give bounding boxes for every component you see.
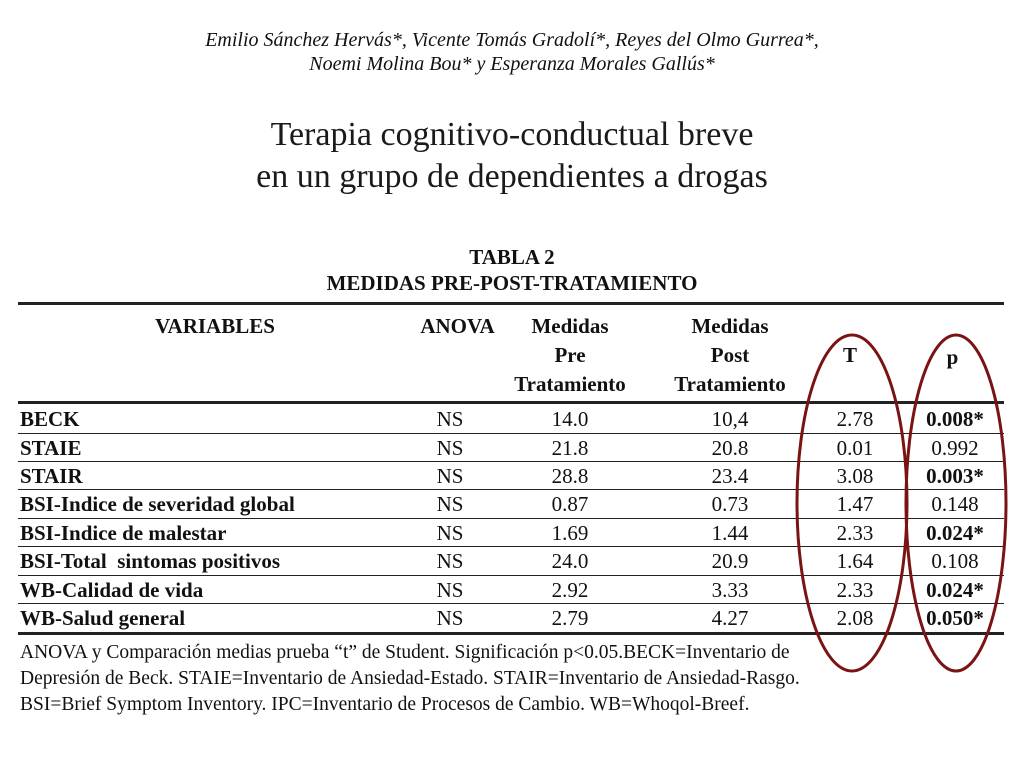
row-pre: 21.8 (551, 436, 589, 460)
row-p: 0.992 (931, 436, 979, 460)
article-title-line-1: Terapia cognitivo-conductual breve (270, 116, 754, 153)
row-p: 0.108 (931, 549, 979, 573)
row-post: 20.9 (711, 549, 749, 573)
header-pre-line-1: Medidas (531, 314, 609, 338)
row-post: 23.4 (711, 464, 749, 488)
row-anova: NS (436, 464, 464, 488)
row-anova: NS (436, 492, 464, 516)
row-variable: BSI-Indice de severidad global (20, 492, 295, 516)
row-variable: BECK (20, 407, 80, 431)
header-anova: ANOVA (420, 314, 495, 338)
row-pre: 2.92 (551, 578, 589, 602)
row-p: 0.003* (926, 464, 984, 488)
p-column-highlight-ellipse (906, 335, 1006, 671)
row-pre: 1.69 (551, 521, 589, 545)
row-post: 1.44 (711, 521, 749, 545)
row-variable: STAIR (20, 464, 83, 488)
row-t: 2.33 (836, 578, 874, 602)
row-pre: 24.0 (551, 549, 589, 573)
row-anova: NS (436, 521, 464, 545)
header-variables: VARIABLES (155, 314, 275, 338)
row-anova: NS (436, 407, 464, 431)
row-variable: BSI-Indice de malestar (20, 521, 227, 545)
header-post-line-3: Tratamiento (674, 372, 786, 396)
row-p: 0.008* (926, 407, 984, 431)
row-anova: NS (436, 549, 464, 573)
row-post: 10,4 (711, 407, 749, 431)
table-title-line-2: MEDIDAS PRE-POST-TRATAMIENTO (326, 271, 698, 295)
row-t: 1.47 (836, 492, 874, 516)
header-pre-line-2: Pre (554, 343, 586, 367)
row-p: 0.024* (926, 578, 984, 602)
t-column-highlight-ellipse (797, 335, 907, 671)
row-pre: 28.8 (551, 464, 589, 488)
authors-line-2: Noemi Molina Bou* y Esperanza Morales Gallús* (309, 53, 715, 75)
row-t: 2.33 (836, 521, 874, 545)
footnote-line-1: ANOVA y Comparación medias prueba “t” de Student. Significación p<0.05.BECK=Inventario de (20, 642, 790, 663)
row-pre: 14.0 (551, 407, 589, 431)
authors-line-1: Emilio Sánchez Hervás*, Vicente Tomás Gradolí*, Reyes del Olmo Gurrea*, (205, 29, 819, 51)
row-pre: 2.79 (551, 606, 589, 630)
footnote-line-2: Depresión de Beck. STAIE=Inventario de Ansiedad-Estado. STAIR=Inventario de Ansiedad-Rasgo. (20, 668, 800, 689)
article-title-line-2: en un grupo de dependientes a drogas (256, 158, 768, 195)
row-post: 3.33 (711, 578, 749, 602)
row-variable: BSI-Total sintomas positivos (20, 549, 281, 573)
row-t: 2.78 (836, 407, 874, 431)
row-t: 0.01 (836, 436, 874, 460)
row-anova: NS (436, 606, 464, 630)
row-pre: 0.87 (551, 492, 589, 516)
row-post: 0.73 (711, 492, 749, 516)
row-t: 2.08 (836, 606, 874, 630)
row-p: 0.024* (926, 521, 984, 545)
row-post: 4.27 (711, 606, 749, 630)
row-post: 20.8 (711, 436, 749, 460)
row-anova: NS (436, 436, 464, 460)
footnote-line-3: BSI=Brief Symptom Inventory. IPC=Inventario de Procesos de Cambio. WB=Whoqol-Breef. (20, 694, 750, 715)
row-t: 3.08 (836, 464, 874, 488)
header-t: T (842, 343, 857, 367)
row-p: 0.050* (926, 606, 984, 630)
row-variable: WB-Salud general (20, 606, 186, 630)
header-post-line-1: Medidas (691, 314, 769, 338)
header-p: p (946, 345, 959, 369)
table-title-line-1: TABLA 2 (469, 245, 555, 269)
row-p: 0.148 (931, 492, 979, 516)
row-t: 1.64 (836, 549, 874, 573)
header-post-line-2: Post (710, 343, 750, 367)
row-variable: STAIE (20, 436, 82, 460)
row-anova: NS (436, 578, 464, 602)
row-variable: WB-Calidad de vida (20, 578, 204, 602)
header-pre-line-3: Tratamiento (514, 372, 626, 396)
